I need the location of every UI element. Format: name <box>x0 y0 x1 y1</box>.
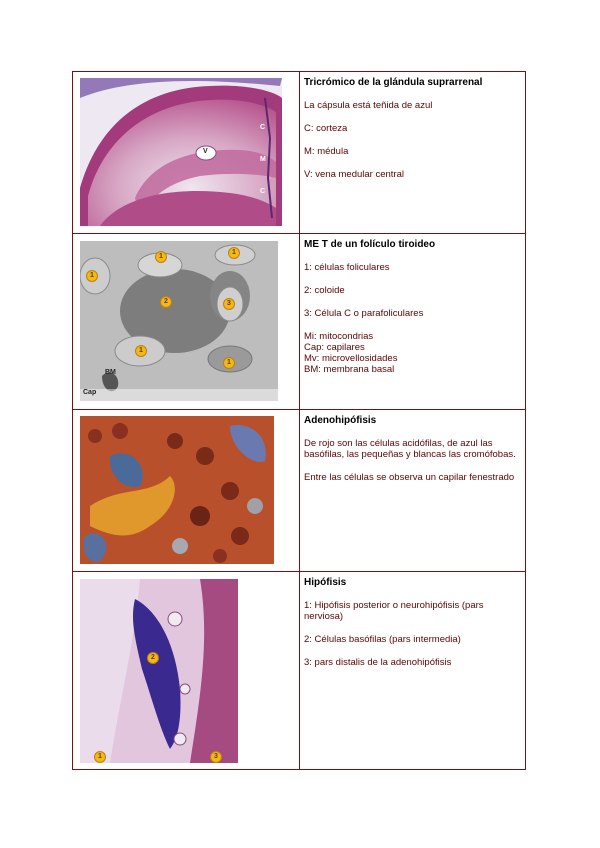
label-cap: Cap <box>83 389 97 396</box>
table-row <box>73 410 526 572</box>
text-cell <box>300 572 526 770</box>
marker-3: 3 <box>210 751 222 763</box>
image-cell <box>73 410 300 572</box>
text-line: La cápsula está teñida de azul <box>304 100 433 111</box>
marker-1: 1 <box>135 345 147 357</box>
text-line: 1: Hipófisis posterior o neurohipófisis (pars nerviosa) <box>304 600 484 622</box>
text-cell <box>300 234 526 410</box>
adrenal-micrograph <box>80 78 282 226</box>
text-line: Entre las células se observa un capilar fenestrado <box>304 472 515 483</box>
marker-1: 1 <box>223 357 235 369</box>
image-cell <box>73 234 300 410</box>
text-line: 2: coloide <box>304 285 345 296</box>
row-title: Adenohipófisis <box>304 415 377 426</box>
row-title: ME T de un folículo tiroideo <box>304 239 436 250</box>
text-line: V: vena medular central <box>304 169 404 180</box>
table-row <box>73 72 526 234</box>
image-cell <box>73 72 300 234</box>
marker-2: 2 <box>147 652 159 664</box>
row-title: Hipófisis <box>304 577 347 588</box>
text-line: 2: Células basófilas (pars intermedia) <box>304 634 461 645</box>
text-line: 1: células foliculares <box>304 262 390 273</box>
legend-line: Mi: mitocondrias <box>304 331 374 342</box>
histology-table <box>72 71 526 770</box>
row-title: Tricrómico de la glándula suprarrenal <box>304 77 483 88</box>
label-c-top: C <box>260 124 266 131</box>
thyroid-micrograph <box>80 241 278 401</box>
text-line: M: médula <box>304 146 349 157</box>
label-c-bottom: C <box>260 188 266 195</box>
legend-line: Mv: microvellosidades <box>304 353 398 364</box>
text-cell <box>300 72 526 234</box>
text-cell <box>300 410 526 572</box>
marker-1: 1 <box>86 270 98 282</box>
hypophysis-micrograph <box>80 579 238 763</box>
text-line: De rojo son las células acidófilas, de azul las basófilas, las pequeñas y blancas las cromófobas. <box>304 438 516 460</box>
text-line: C: corteza <box>304 123 348 134</box>
label-v: V <box>203 148 208 155</box>
image-cell <box>73 572 300 770</box>
marker-3: 3 <box>223 298 235 310</box>
marker-1: 1 <box>228 247 240 259</box>
table-row <box>73 572 526 770</box>
label-bm: BM <box>105 369 116 376</box>
table-row <box>73 234 526 410</box>
marker-2: 2 <box>160 296 172 308</box>
marker-1: 1 <box>94 751 106 763</box>
marker-1: 1 <box>155 251 167 263</box>
legend-line: BM: membrana basal <box>304 364 395 375</box>
text-line: 3: Célula C o parafoliculares <box>304 308 424 319</box>
legend-line: Cap: capilares <box>304 342 365 353</box>
label-m: M <box>260 156 266 163</box>
adenohypophysis-micrograph <box>80 416 274 564</box>
text-line: 3: pars distalis de la adenohipófisis <box>304 657 452 668</box>
